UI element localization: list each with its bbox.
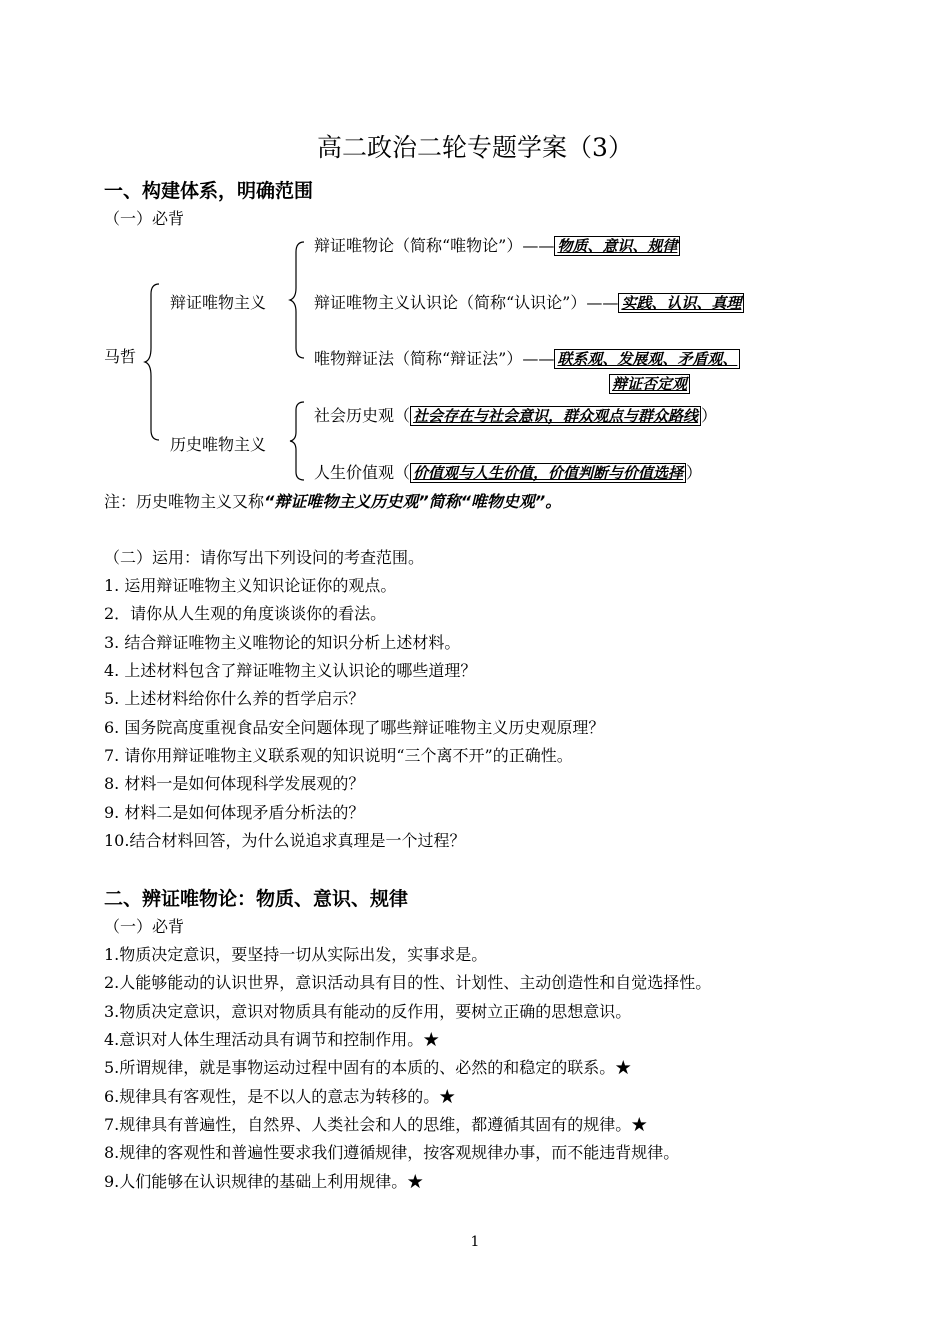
section1-heading: 一、构建体系，明确范围 xyxy=(104,180,314,202)
list-item: 4.意识对人体生理活动具有调节和控制作用。★ xyxy=(104,1030,440,1049)
answer-box: 联系观、发展观、矛盾观、 xyxy=(554,349,740,369)
answer-box: 社会存在与社会意识，群众观点与群众路线 xyxy=(410,406,701,426)
question-item: 5. 上述材料给你什么养的哲学启示？ xyxy=(104,689,365,708)
list-item: 9.人们能够在认识规律的基础上利用规律。★ xyxy=(104,1172,424,1191)
branch2-brace xyxy=(290,400,306,482)
branch1-label: 辩证唯物主义 xyxy=(170,293,267,312)
list-item: 6.规律具有客观性，是不以人的意志为转移的。★ xyxy=(104,1087,456,1106)
question-item: 10.结合材料回答，为什么说追求真理是一个过程？ xyxy=(104,831,466,850)
tree-root: 马哲 xyxy=(104,347,137,366)
answer-box: 实践、认识、真理 xyxy=(618,293,744,313)
branch1-brace xyxy=(290,240,306,360)
question-item: 8. 材料一是如何体现科学发展观的？ xyxy=(104,774,365,793)
list-item: 5.所谓规律，就是事物运动过程中固有的本质的、必然的和稳定的联系。★ xyxy=(104,1058,632,1077)
question-item: 2．请你从人生观的角度谈谈你的看法。 xyxy=(104,604,387,623)
tree-item-social-history: 社会历史观（ 社会存在与社会意识，群众观点与群众路线 ） xyxy=(314,406,718,425)
question-item: 3. 结合辩证唯物主义唯物论的知识分析上述材料。 xyxy=(104,633,461,652)
list-item: 7.规律具有普遍性，自然界、人类社会和人的思维，都遵循其固有的规律。★ xyxy=(104,1115,648,1134)
tree-item-materialism: 辩证唯物论（简称“唯物论”）—— 物质、意识、规律 xyxy=(314,233,680,256)
answer-box: 物质、意识、规律 xyxy=(554,236,680,256)
question-item: 7. 请你用辩证唯物主义联系观的知识说明“三个离不开”的正确性。 xyxy=(104,746,573,765)
section1-sub1: （一）必背 xyxy=(104,209,185,228)
list-item: 1.物质决定意识，要坚持一切从实际出发，实事求是。 xyxy=(104,945,488,964)
tree-item-dialectics: 唯物辩证法（简称“辩证法”）—— 联系观、发展观、矛盾观、 xyxy=(314,346,740,369)
tree-item-epistemology: 辩证唯物主义认识论（简称“认识论”）—— 实践、认识、真理 xyxy=(314,290,744,313)
list-item: 3.物质决定意识，意识对物质具有能动的反作用，要树立正确的思想意识。 xyxy=(104,1002,632,1021)
branch2-label: 历史唯物主义 xyxy=(170,435,267,454)
section1-sub2: （二）运用：请你写出下列设问的考查范围。 xyxy=(104,548,425,567)
note: 注：历史唯物主义又称“辩证唯物主义历史观”简称“唯物史观”。 xyxy=(104,492,562,511)
tree-item-dialectics-cont xyxy=(609,374,690,394)
answer-box: 辩证否定观 xyxy=(609,374,690,394)
page-number: 1 xyxy=(470,1234,480,1250)
root-brace xyxy=(145,282,161,442)
question-item: 4. 上述材料包含了辩证唯物主义认识论的哪些道理？ xyxy=(104,661,477,680)
answer-box: 价值观与人生价值，价值判断与价值选择 xyxy=(410,463,686,483)
question-item: 6. 国务院高度重视食品安全问题体现了哪些辩证唯物主义历史观原理？ xyxy=(104,718,605,737)
section2-sub1: （一）必背 xyxy=(104,917,185,936)
list-item: 8.规律的客观性和普遍性要求我们遵循规律，按客观规律办事，而不能违背规律。 xyxy=(104,1143,680,1162)
list-item: 2.人能够能动的认识世界，意识活动具有目的性、计划性、主动创造性和自觉选择性。 xyxy=(104,973,712,992)
page-title: 高二政治二轮专题学案（3） xyxy=(317,133,633,162)
question-item: 9. 材料二是如何体现矛盾分析法的？ xyxy=(104,803,365,822)
note-emphasis: “辩证唯物主义历史观”简称“唯物史观”。 xyxy=(264,492,562,511)
question-item: 1. 运用辩证唯物主义知识论证你的观点。 xyxy=(104,576,397,595)
tree-item-life-values: 人生价值观（ 价值观与人生价值，价值判断与价值选择 ） xyxy=(314,463,703,482)
section2-heading: 二、辨证唯物论：物质、意识、规律 xyxy=(104,888,409,910)
